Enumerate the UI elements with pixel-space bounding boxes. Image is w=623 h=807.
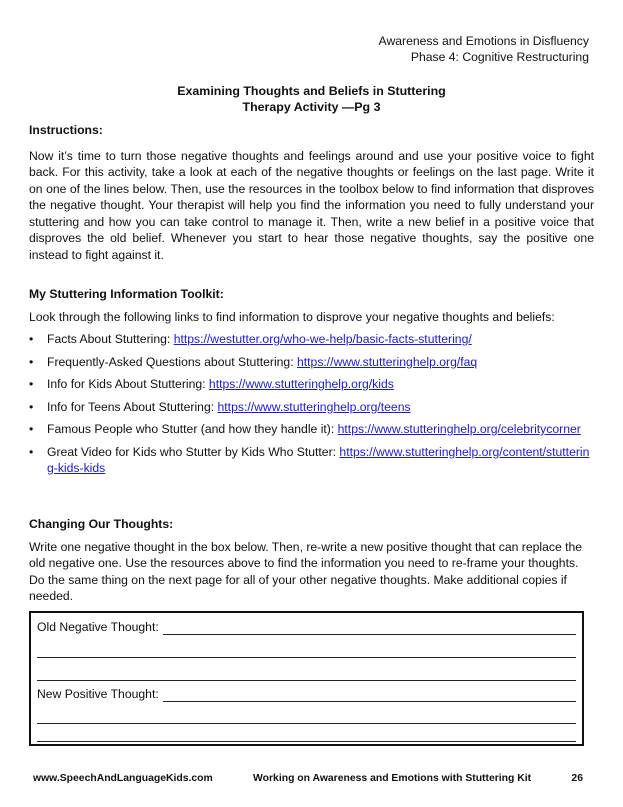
new-thought-line[interactable]: [163, 689, 576, 702]
title-line-2: Therapy Activity —Pg 3: [242, 99, 381, 114]
footer-kit-title: Working on Awareness and Emotions with Stuttering Kit: [253, 773, 532, 784]
bullet: •: [29, 354, 34, 369]
toolkit-section: [29, 286, 594, 483]
old-thought-row: [37, 619, 576, 635]
bullet: •: [29, 332, 34, 346]
toolkit-link-list: [29, 331, 594, 477]
changing-text: Write one negative thought in the box below. Then, re-write a new positive thought that can replace the old negative one. Use the resources above to find the information you need to re-frame your thoughts. Do the same thing on the next page for all of your other negative thoughts. Make additional copies if needed.: [29, 539, 583, 603]
bullet: •: [29, 422, 34, 436]
page-header: [379, 33, 589, 65]
thought-box: [29, 611, 584, 746]
instructions-text: Now it’s time to turn those negative thoughts and feelings around and use your positive voice to fight back. For this activity, take a look at each of the negative thoughts or feelings on the last page. Write it on one of the lines below. Then, use the resources in the toolbox below to find information that disproves the negative thought. Your therapist will help you find the information you need to fully understand your stuttering and how you can take control to manage it. Then, write a new belief in a positive voice that disproves the old belief. Whenever you start to hear those negative thoughts, say the positive one instead to fight against it.: [29, 148, 594, 262]
old-thought-row: [37, 665, 576, 681]
footer-page-number: 26: [571, 773, 583, 784]
link-label: Famous People who Stutter (and how they handle it):: [47, 422, 338, 436]
list-item: [29, 399, 594, 416]
new-thought-line[interactable]: [37, 711, 576, 724]
old-thought-label: Old Negative Thought:: [37, 619, 159, 634]
page-footer: [33, 771, 583, 788]
list-item: [29, 376, 594, 393]
header-line-2: Phase 4: Cognitive Restructuring: [410, 50, 589, 64]
toolkit-heading: My Stuttering Information Toolkit:: [29, 287, 224, 301]
facts-link[interactable]: https://westutter.org/who-we-help/basic-facts-stuttering/: [173, 332, 472, 346]
video-link[interactable]: https://www.stutteringhelp.org/content/stuttering-kids-kids: [47, 444, 590, 475]
new-thought-label: New Positive Thought:: [37, 686, 159, 701]
old-thought-row: [37, 642, 576, 658]
instructions-section: [29, 122, 594, 263]
list-item: [29, 421, 594, 438]
teens-link[interactable]: https://www.stutteringhelp.org/teens: [217, 399, 411, 414]
new-thought-row: [37, 726, 576, 742]
list-item: [29, 354, 594, 371]
new-thought-row: [37, 708, 576, 724]
link-label: Frequently-Asked Questions about Stuttering:: [47, 354, 297, 369]
link-label: Info for Teens About Stuttering:: [47, 399, 218, 414]
bullet: •: [29, 444, 34, 459]
changing-section: [29, 516, 594, 605]
faq-link[interactable]: https://www.stutteringhelp.org/faq: [296, 354, 478, 369]
kids-link[interactable]: https://www.stutteringhelp.org/kids: [208, 377, 394, 391]
new-thought-line[interactable]: [37, 729, 576, 742]
old-thought-line[interactable]: [163, 622, 576, 635]
celebrity-link[interactable]: https://www.stutteringhelp.org/celebritycorner: [337, 422, 581, 436]
old-thought-line[interactable]: [37, 668, 576, 681]
old-thought-line[interactable]: [37, 645, 576, 658]
link-label: Facts About Stuttering:: [47, 332, 174, 346]
link-label: Info for Kids About Stuttering:: [47, 377, 209, 391]
changing-heading: Changing Our Thoughts:: [29, 517, 174, 531]
bullet: •: [29, 399, 34, 414]
footer-website: www.SpeechAndLanguageKids.com: [33, 773, 213, 784]
new-thought-row: [37, 686, 576, 702]
bullet: •: [29, 377, 34, 391]
header-line-1: Awareness and Emotions in Disfluency: [378, 34, 589, 48]
toolkit-intro: Look through the following links to find information to disprove your negative thoughts and beliefs:: [29, 309, 555, 324]
list-item: [29, 444, 594, 477]
list-item: [29, 331, 594, 348]
link-label: Great Video for Kids who Stutter by Kids Who Stutter:: [47, 444, 340, 459]
page-title: [0, 84, 623, 115]
title-line-1: Examining Thoughts and Beliefs in Stuttering: [177, 84, 446, 98]
instructions-heading: Instructions:: [29, 123, 103, 137]
